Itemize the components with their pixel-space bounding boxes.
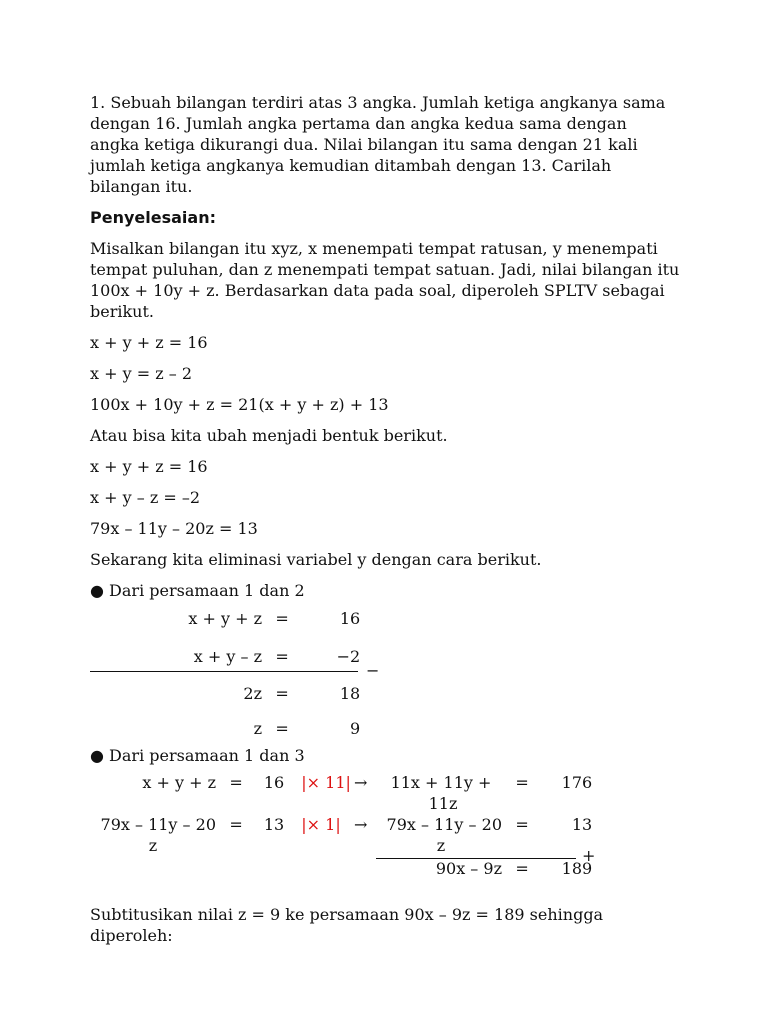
- elim1-row-1-rhs: 16: [339, 609, 361, 628]
- elim2-right-row-3-lhs: 90x – 9z: [435, 859, 502, 878]
- elim2-left-row-2-eq: =: [229, 815, 243, 834]
- elim1-row-2-rhs: −2: [336, 647, 361, 666]
- elim1-divider: [90, 671, 358, 672]
- elim2-right-row-2-lhs: 79x – 11y – 20: [386, 815, 502, 834]
- elim1-row-2-lhs: x + y – z: [193, 647, 262, 666]
- elim2-left-row-2: [90, 815, 368, 834]
- elimination-block-2: [90, 773, 680, 894]
- elim1-row-3-lhs: 2z: [243, 684, 262, 703]
- elim2-right-row-2-eq: =: [515, 815, 529, 834]
- elim2-right-row-1-wrap: [380, 794, 506, 813]
- elim2-right-row-3-eq: =: [515, 859, 529, 878]
- elim1-row-4-eq: =: [275, 719, 289, 738]
- equation-5: x + y – z = –2: [90, 488, 200, 507]
- elim2-operator: +: [582, 846, 596, 865]
- elim2-left-row-1-lhs: x + y + z: [142, 773, 216, 792]
- elim2-right-row-1: [380, 773, 592, 792]
- elim2-right-row-1-lhs: 11x + 11y +: [390, 773, 492, 792]
- elim2-right-row-2-lhs-wrap: z: [436, 836, 446, 855]
- bullet-elimination-2: ● Dari persamaan 1 dan 3: [90, 746, 305, 765]
- elim2-right-row-1-lhs-wrap: 11z: [428, 794, 458, 813]
- elim1-operator: −: [366, 661, 380, 680]
- solution-paragraph-1: Misalkan bilangan itu xyz, x menempati tempat ratusan, y menempati tempat puluhan, dan z menempati tempat satuan. Jadi, nilai bilangan itu 100x + 10y + z. Berdasarkan data pada soal, diperoleh SPLTV sebagai berikut.: [90, 239, 680, 321]
- solution-paragraph-2: Atau bisa kita ubah menjadi bentuk berikut.: [90, 426, 448, 445]
- elim2-right-row-3: [380, 859, 592, 878]
- elim1-row-2: [90, 647, 360, 666]
- elim2-right-row-1-eq: =: [515, 773, 529, 792]
- elim2-multiplier-2: |× 1|: [301, 815, 341, 834]
- elim1-row-1-eq: =: [275, 609, 289, 628]
- elim2-multiplier-1: |× 11|: [301, 773, 351, 792]
- solution-paragraph-3: Sekarang kita eliminasi variabel y dengan cara berikut.: [90, 550, 542, 569]
- document-page: [90, 92, 680, 956]
- elim1-row-1: [90, 609, 360, 628]
- elim2-right-row-1-rhs: 176: [561, 773, 593, 792]
- elim2-left-row-2-wrap: [90, 836, 216, 855]
- elim1-row-1-lhs: x + y + z: [188, 609, 262, 628]
- elim2-right-row-2: [380, 815, 592, 834]
- elim1-row-3: [90, 684, 360, 703]
- equation-6: 79x – 11y – 20z = 13: [90, 519, 258, 538]
- arrow-icon: →: [354, 815, 368, 834]
- elim1-row-2-eq: =: [275, 647, 289, 666]
- elim2-left-row-2-lhs: 79x – 11y – 20: [100, 815, 216, 834]
- elim2-left-row-1-eq: =: [229, 773, 243, 792]
- elim2-left-row-2-lhs-wrap: z: [148, 836, 158, 855]
- elim2-right-row-2-rhs: 13: [571, 815, 593, 834]
- problem-statement: 1. Sebuah bilangan terdiri atas 3 angka. Jumlah ketiga angkanya sama dengan 16. Jumlah angka pertama dan angka kedua sama dengan angka ketiga dikurangi dua. Nilai bilangan itu sama dengan 21 kali jumlah ketiga angkanya kemudian ditambah dengan 13. Carilah bilangan itu.: [90, 93, 666, 196]
- equation-1: x + y + z = 16: [90, 333, 208, 352]
- elim1-row-4-lhs: z: [253, 719, 262, 738]
- solution-paragraph-4: Subtitusikan nilai z = 9 ke persamaan 90x – 9z = 189 sehingga diperoleh:: [90, 905, 604, 945]
- elim1-row-3-eq: =: [275, 684, 289, 703]
- elim1-row-3-rhs: 18: [339, 684, 361, 703]
- arrow-icon: →: [354, 773, 368, 792]
- solution-heading: Penyelesaian:: [90, 208, 216, 227]
- elim2-left-row-1-rhs: 16: [263, 773, 285, 792]
- equation-2: x + y = z – 2: [90, 364, 192, 383]
- elimination-block-1: [90, 611, 680, 741]
- bullet-elimination-1: ● Dari persamaan 1 dan 2: [90, 581, 305, 600]
- elim2-right-row-2-wrap: [380, 836, 502, 855]
- elim1-row-4-rhs: 9: [350, 719, 361, 738]
- elim1-row-4: [90, 719, 360, 738]
- equation-4: x + y + z = 16: [90, 457, 208, 476]
- equation-3: 100x + 10y + z = 21(x + y + z) + 13: [90, 395, 389, 414]
- elim2-left-row-1: [90, 773, 368, 792]
- elim2-left-row-2-rhs: 13: [263, 815, 285, 834]
- elim2-right-row-3-rhs: 189: [561, 859, 593, 878]
